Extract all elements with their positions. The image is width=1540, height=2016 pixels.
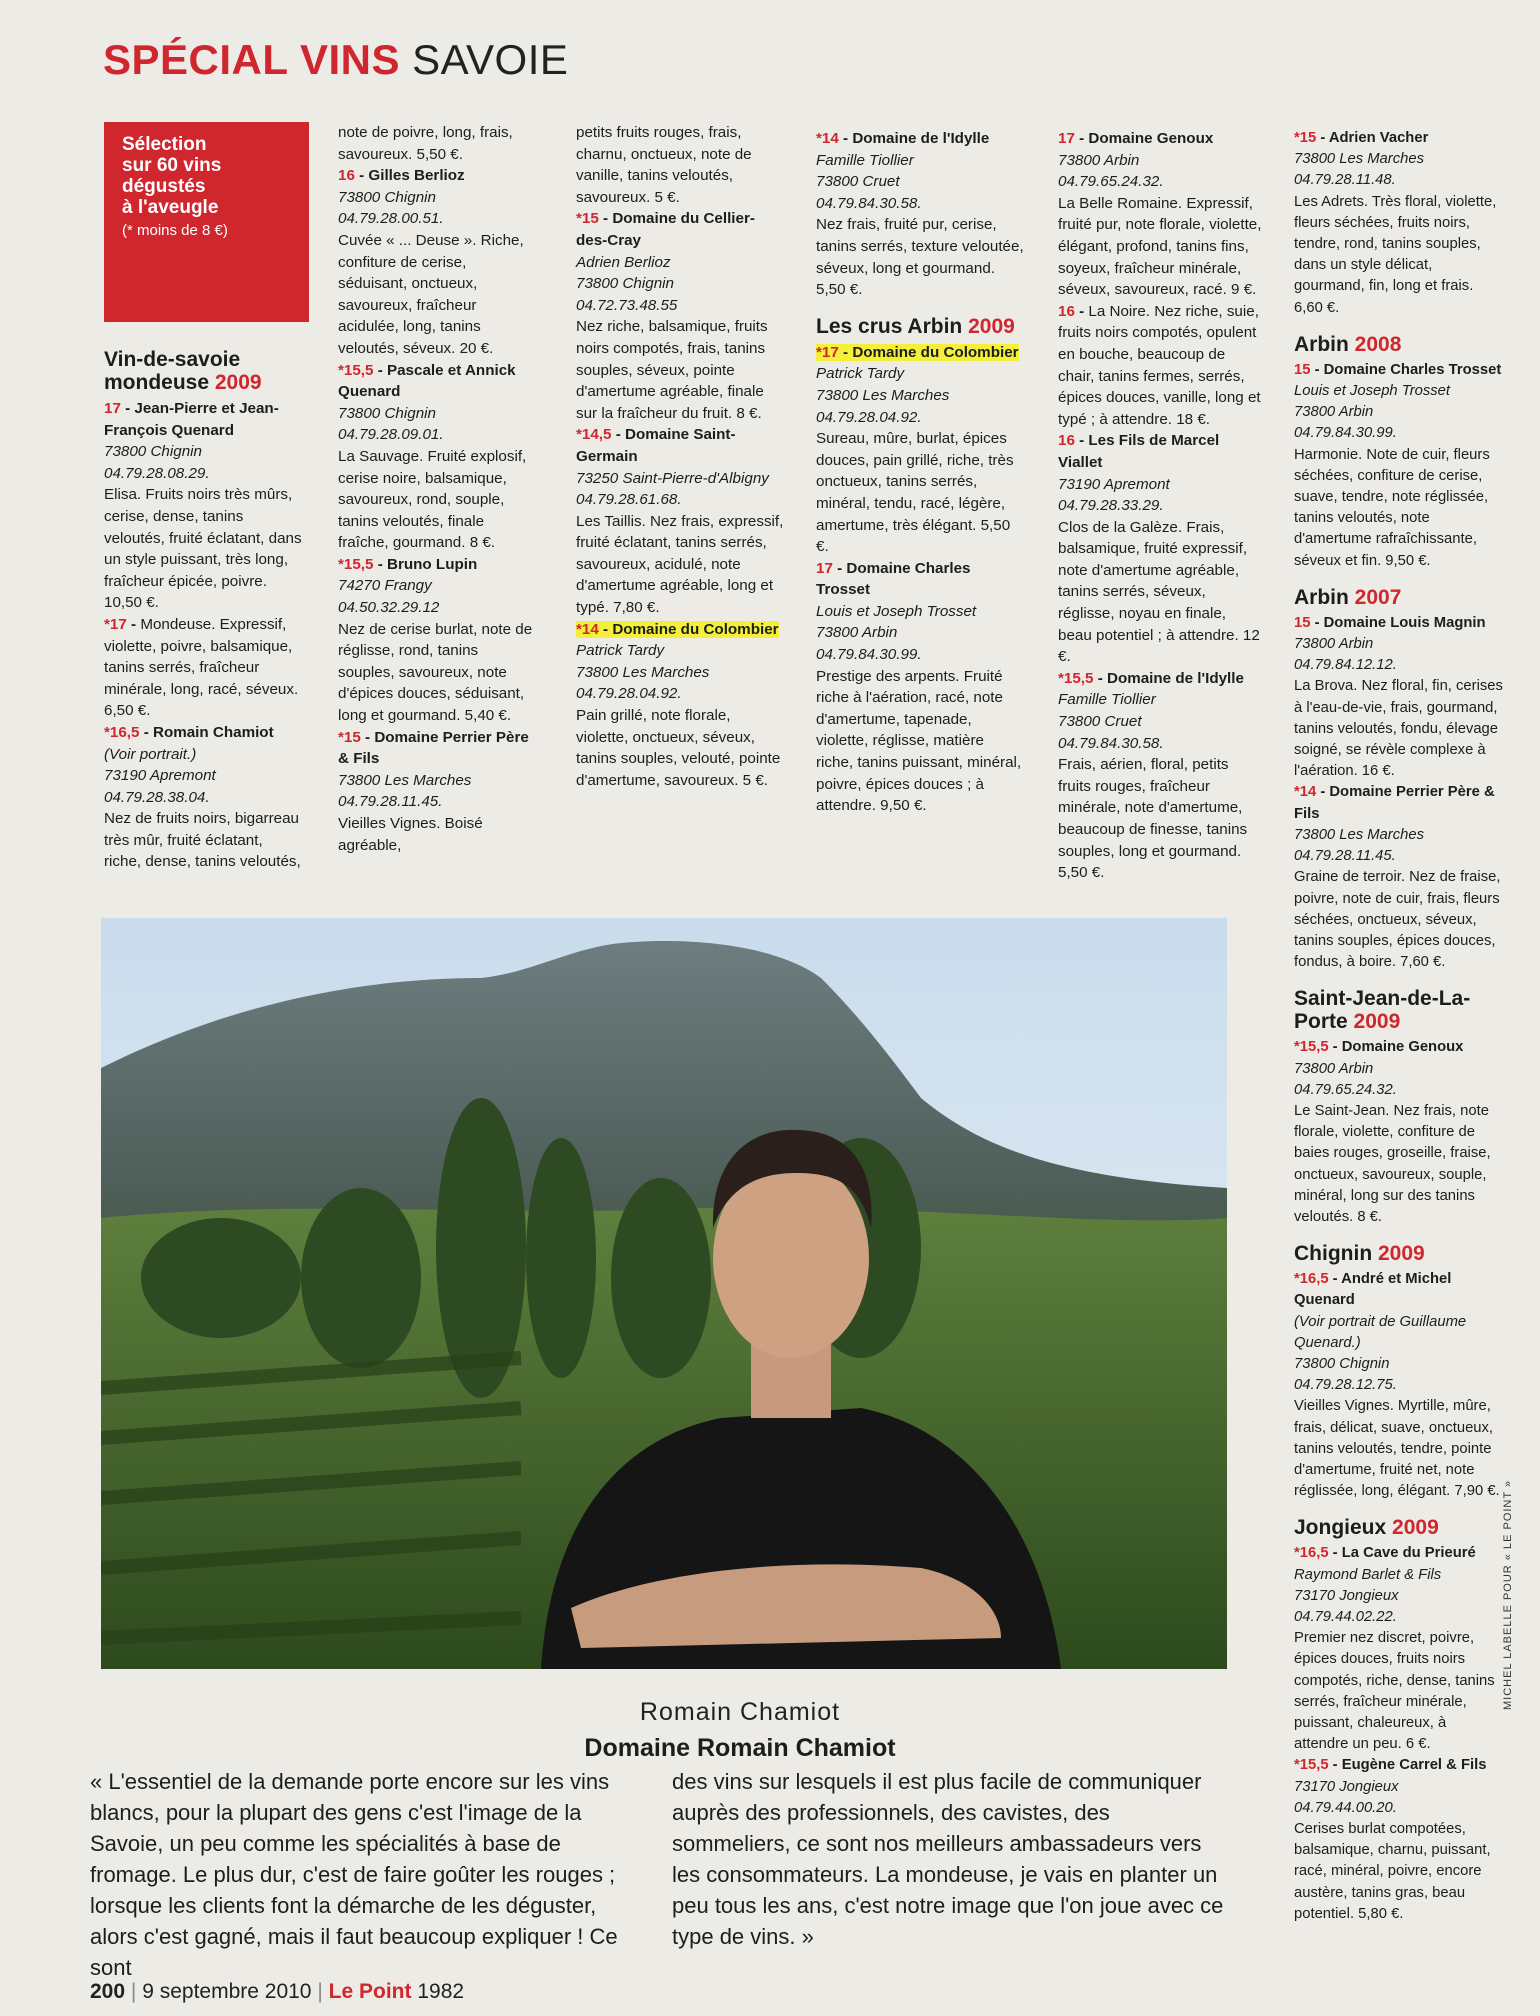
wine-entry: [576, 208, 786, 424]
producer-address-line: 74270 Frangy: [338, 577, 432, 595]
footer-separator: |: [130, 1980, 137, 2003]
score-dash: -: [838, 130, 853, 147]
wine-entry: [1058, 668, 1264, 884]
caption-person-name: Romain Chamiot: [639, 1698, 841, 1726]
wine-entry: [576, 424, 786, 618]
producer-address-line: 73170 Jongieux: [1294, 1587, 1399, 1604]
wine-entry: [816, 342, 1024, 558]
wine-entry-head: [1058, 668, 1264, 690]
producer-address-line: 04.79.28.33.29.: [1058, 497, 1164, 515]
producer-address-line: 04.79.84.12.12.: [1294, 657, 1397, 674]
producer-address-line: Famille Tiollier: [816, 151, 914, 169]
producer-name: Romain Chamiot: [152, 723, 274, 741]
score-dash: -: [832, 559, 847, 577]
wine-score: *15: [1294, 130, 1317, 146]
score-dash: -: [838, 343, 853, 361]
wine-entry: [338, 554, 538, 727]
producer-name: Pascale et Annick Quenard: [338, 361, 516, 401]
score-dash: -: [1328, 1039, 1342, 1056]
producer-address-line: 04.79.28.12.75.: [1294, 1377, 1397, 1394]
wine-entry: [1294, 1755, 1504, 1925]
selection-line: sur 60 vins: [122, 155, 222, 176]
selection-line: Sélection: [122, 134, 207, 155]
producer-address-line: 73800 Arbin: [816, 624, 898, 642]
quote-left: « L'essentiel de la demande porte encore sur les vins blancs, pour la plupart des gens c'est l'image de la Savoie, un peu comme les spécialités à base de fromage. Le plus dur, c'est de faire goûter les rouges ; lorsque les clients font la démarche de les déguster, alors c'est gagné, mais il faut beaucoup expliquer ! Ce sont: [90, 1769, 618, 1980]
producer-address-line: (Voir portrait de Guillaume Quenard.): [1294, 1313, 1467, 1351]
wine-entry-head: [338, 554, 538, 576]
issue-number: 1982: [417, 1980, 465, 2003]
wine-entry-head: [1294, 1269, 1504, 1311]
producer-address-line: 73800 Les Marches: [1294, 151, 1424, 168]
producer-address-line: Louis et Joseph Trosset: [816, 602, 977, 620]
producer-address-line: 04.79.28.61.68.: [576, 491, 682, 509]
tasting-note: Nez frais, fruité pur, cerise, tanins serrés, texture veloutée, séveux, long et gourmand. 5,50 €.: [816, 216, 1024, 299]
tasting-note: Mondeuse. Expressif, violette, poivre, balsamique, tanins serrés, fraîcheur minérale, long, racé, séveux. 6,50 €.: [104, 615, 299, 720]
wine-score: 16: [338, 167, 355, 185]
wine-score: *17: [104, 615, 127, 633]
tasting-note: La Belle Romaine. Expressif, fruité pur, note florale, violette, élégant, profond, tanins fins, soyeux, fraîcheur minérale, séveux, savoureux, racé. 9 €.: [1058, 194, 1262, 299]
producer-address-line: 73190 Apremont: [1058, 475, 1170, 493]
score-dash: -: [598, 620, 613, 638]
producer-name: Domaine Saint-Germain: [576, 426, 736, 465]
producer-address-line: 04.79.28.09.01.: [338, 426, 444, 444]
score-dash: -: [126, 615, 141, 633]
score-dash: -: [1316, 784, 1330, 801]
tasting-note: Prestige des arpents. Fruité riche à l'aération, racé, note d'amertume, tapenade, violette, réglisse, matière riche, tanins puissant, minéral, poivre, épices douces ; à attendre. 9,50 €.: [816, 667, 1022, 815]
producer-name: Domaine de l'Idylle: [1106, 669, 1244, 687]
wine-entry-head: [576, 208, 786, 251]
producer-address-line: 73800 Arbin: [1294, 404, 1374, 421]
region-heading: [1294, 987, 1504, 1033]
wine-score: 16: [1058, 432, 1075, 450]
score-dash: -: [598, 210, 613, 228]
tasting-note: Cerises burlat compotées, balsamique, charnu, puissant, racé, minéral, poivre, encore austère, tanins gras, beau potentiel. 5,80 €.: [1294, 1821, 1491, 1922]
score-dash: -: [1074, 302, 1089, 320]
issue-date: 9 septembre 2010: [142, 1980, 312, 2003]
producer-address-line: 04.79.65.24.32.: [1294, 1081, 1397, 1098]
title-black-part: SAVOIE: [399, 36, 569, 83]
wine-entry-head: [104, 614, 304, 722]
score-dash: -: [373, 555, 387, 573]
tasting-note-continued: petits fruits rouges, frais, charnu, onctueux, note de vanille, tanins veloutés, savoureux. 5 €.: [576, 124, 752, 206]
wine-score: 17: [104, 400, 121, 417]
score-dash: -: [1328, 1757, 1342, 1774]
producer-address-line: 73800 Les Marches: [338, 771, 472, 789]
producer-address-line: 04.79.28.04.92.: [576, 685, 682, 703]
footer-separator: |: [317, 1980, 323, 2003]
tasting-note: Vieilles Vignes. Myrtille, mûre, frais, délicat, suave, onctueux, tanins veloutés, tendre, pointe d'amertume, fruité net, note réglissée, long, élégant. 7,90 €.: [1294, 1398, 1500, 1500]
tasting-note: Les Taillis. Nez frais, expressif, fruité éclatant, tanins serrés, savoureux, acidulé, note d'amertume agréable, long et typé. 7,80 €.: [576, 512, 784, 617]
title-red-part: SPÉCIAL VINS: [103, 36, 400, 83]
producer-name: Domaine Louis Magnin: [1323, 614, 1486, 631]
wine-entry-head: [338, 165, 538, 187]
producer-address-line: Patrick Tardy: [576, 642, 665, 660]
region-year: 2007: [1354, 585, 1402, 609]
producer-address-line: 73190 Apremont: [104, 767, 216, 785]
wine-score: *15,5: [338, 555, 374, 573]
producer-address-line: 04.79.28.04.92.: [816, 408, 922, 426]
producer-name: Domaine Perrier Père & Fils: [1294, 784, 1495, 822]
tasting-note: Harmonie. Note de cuir, fleurs séchées, confiture de cerise, suave, tendre, note réglissée, tanins veloutés, note d'amertume rafraîchissante, séveux et fin. 9,50 €.: [1294, 446, 1490, 569]
region-year: 2009: [968, 314, 1015, 338]
wine-column-4: [816, 128, 1024, 817]
score-dash: -: [1328, 1545, 1342, 1562]
region-title: Vin-de-savoie mondeuse: [104, 348, 241, 394]
producer-address-line: 04.79.28.38.04.: [104, 788, 210, 806]
producer-address-line: 73800 Arbin: [1294, 636, 1374, 653]
region-year: 2009: [214, 371, 262, 394]
score-dash: -: [1328, 1271, 1342, 1288]
quote-right: des vins sur lesquels il est plus facile de communiquer auprès des professionnels, des cavistes, des sommeliers, ce sont nos meilleurs ambassadeurs vers les consommateurs. La mondeuse, je vais en planter un peu tous les ans, c'est notre image que l'on joue avec ce type de vins. »: [672, 1769, 1224, 1949]
producer-address-line: 73250 Saint-Pierre-d'Albigny: [576, 469, 769, 487]
score-dash: -: [120, 400, 135, 417]
region-year: 2008: [1354, 332, 1402, 356]
wine-entry: [1294, 782, 1504, 973]
score-dash: -: [611, 426, 625, 444]
wine-score: *14,5: [576, 426, 612, 444]
score-dash: -: [1310, 361, 1324, 378]
wine-score: *15,5: [1294, 1757, 1329, 1774]
producer-name: Domaine du Colombier: [852, 343, 1019, 361]
tasting-note: Clos de la Galèze. Frais, balsamique, fruité expressif, note d'amertume agréable, tanins serrés, séveux, réglisse, noyau en finale, beau potentiel ; à attendre. 12 €.: [1058, 518, 1260, 666]
region-year: 2009: [1378, 1242, 1425, 1266]
wine-entry: [1294, 128, 1504, 319]
wine-score: *17: [816, 343, 839, 361]
tasting-note: Nez de fruits noirs, bigarreau très mûr, fruité éclatant, riche, dense, tanins veloutés,: [104, 810, 301, 871]
producer-address-line: Famille Tiollier: [1058, 691, 1156, 709]
producer-name: Domaine du Colombier: [612, 620, 779, 638]
wine-score: 15: [1294, 361, 1311, 378]
producer-address-line: 73800 Les Marches: [576, 663, 710, 681]
producer-name: Domaine de l'Idylle: [852, 130, 990, 147]
producer-name: Les Fils de Marcel Viallet: [1058, 432, 1220, 471]
page-number: 200: [90, 1980, 126, 2003]
producer-address-line: 04.79.84.30.99.: [1294, 425, 1397, 442]
tasting-note: La Noire. Nez riche, suie, fruits noirs compotés, opulent en bouche, beaucoup de chair, tanins fermes, serrés, épices douces, vanille, long et typé ; à attendre. 18 €.: [1058, 302, 1261, 428]
tasting-note: Le Saint-Jean. Nez frais, note florale, violette, confiture de baies rouges, groseille, fraise, onctueux, savoureux, souple, minéral, long sur des tanins veloutés. 8 €.: [1294, 1102, 1491, 1225]
wine-entry-head: [1294, 1755, 1504, 1776]
wine-entry: [1294, 1037, 1504, 1228]
selection-line: dégustés: [122, 176, 206, 197]
magazine-brand: Le Point: [328, 1980, 412, 2003]
wine-score: *16,5: [104, 723, 140, 741]
wine-score: *15,5: [338, 361, 374, 379]
wine-column-2: [338, 122, 538, 856]
region-heading: [1294, 1242, 1504, 1265]
wine-entry: [338, 165, 538, 359]
selection-note: (* moins de 8 €): [122, 222, 228, 239]
wine-entry-head: [816, 342, 1024, 364]
producer-name: Domaine Charles Trosset: [816, 559, 971, 599]
producer-name: Domaine Perrier Père & Fils: [338, 728, 529, 768]
wine-score: *16,5: [1294, 1271, 1329, 1288]
wine-entry-head: [338, 360, 538, 403]
wine-entry-head: [1294, 1543, 1504, 1564]
region-heading: [1294, 333, 1504, 356]
score-dash: -: [1074, 130, 1089, 147]
producer-address-line: 04.79.28.11.48.: [1294, 172, 1396, 189]
producer-name: Gilles Berlioz: [368, 167, 465, 185]
tasting-note: Graine de terroir. Nez de fraise, poivre, note de cuir, frais, fleurs séchées, onctueux, séveux, tanins souples, épices douces, fondus, à boire. 7,60 €.: [1294, 869, 1501, 971]
region-title: Chignin: [1294, 1242, 1373, 1266]
tasting-note: Premier nez discret, poivre, épices douces, fruits noirs compotés, riche, dense, tanins serrés, fraîcheur minérale, puissant, chaleureux, à attendre un peu. 6 €.: [1294, 1630, 1495, 1753]
producer-address-line: 73800 Chignin: [104, 443, 202, 461]
wine-score: *15,5: [1294, 1039, 1329, 1056]
wine-score: *15: [338, 728, 361, 746]
producer-address-line: 04.79.28.11.45.: [1294, 848, 1396, 865]
wine-entry: [1058, 430, 1264, 668]
producer-address-line: (Voir portrait.): [104, 745, 197, 763]
tasting-note: Nez riche, balsamique, fruits noirs compotés, frais, tanins souples, séveux, pointe d'amertume agréable, finale sur la fraîcheur du fruit. 8 €.: [576, 318, 768, 422]
selection-line: à l'aveugle: [122, 197, 219, 218]
tasting-note: Elisa. Fruits noirs très mûrs, cerise, dense, tanins veloutés, fruité éclatant, dans un style puissant, très long, fraîcheur épicée, poivre. 10,50 €.: [104, 486, 302, 612]
wine-score: *14: [576, 620, 599, 638]
wine-entry-head: [1294, 360, 1504, 381]
producer-name: André et Michel Quenard: [1294, 1271, 1452, 1309]
wine-column-5: [1058, 128, 1264, 884]
wine-entry: [1294, 613, 1504, 783]
tasting-note: Pain grillé, note florale, violette, onctueux, séveux, tanins souples, velouté, pointe d'amertume, savoureux. 5 €.: [576, 707, 781, 789]
region-title: Jongieux: [1294, 1516, 1387, 1540]
wine-entry-head: [576, 424, 786, 467]
wine-entry-head: [1058, 128, 1264, 150]
portrait-photo: [101, 918, 1227, 1669]
wine-entry: [816, 128, 1024, 301]
score-dash: -: [373, 361, 387, 379]
region-year: 2009: [1353, 1010, 1401, 1034]
producer-address-line: Louis et Joseph Trosset: [1294, 383, 1450, 400]
tasting-note: Cuvée « ... Deuse ». Riche, confiture de cerise, séduisant, onctueux, savoureux, fraîcheur acidulée, long, tanins veloutés, séveux. 20 €.: [338, 231, 524, 357]
photo-credit: MICHEL LABELLE POUR « LE POINT »: [1502, 1479, 1514, 1710]
wine-entry: [1294, 1543, 1504, 1755]
tasting-note: La Sauvage. Fruité explosif, cerise noire, balsamique, savoureux, rond, souple, tanins veloutés, finale fraîche, gourmand. 8 €.: [338, 447, 527, 552]
producer-name: Domaine Genoux: [1088, 130, 1214, 147]
region-heading: [104, 348, 304, 394]
wine-column-1: [104, 348, 304, 873]
producer-name: Domaine Charles Trosset: [1323, 361, 1502, 378]
caption-domain-name: Domaine Romain Chamiot: [584, 1734, 896, 1762]
producer-address-line: 04.72.73.48.55: [576, 296, 678, 314]
producer-address-line: 73800 Les Marches: [1294, 826, 1424, 843]
wine-entry: [1058, 128, 1264, 301]
producer-name: Adrien Vacher: [1328, 130, 1429, 146]
page-title: [103, 36, 568, 84]
tasting-note: Les Adrets. Très floral, violette, fleurs séchées, fruits noirs, tendre, rond, tanins souples, dans un style délicat, gourmand, fin, long et frais. 6,60 €.: [1294, 193, 1497, 316]
tasting-note-continued: note de poivre, long, frais, savoureux. 5,50 €.: [338, 124, 513, 163]
score-dash: -: [1074, 432, 1089, 450]
wine-entry-head: [576, 619, 786, 641]
producer-address-line: Patrick Tardy: [816, 365, 905, 383]
wine-entry-head: [816, 558, 1024, 601]
score-dash: -: [1316, 130, 1329, 146]
wine-entry: [104, 722, 304, 873]
wine-entry-head: [1294, 128, 1504, 149]
producer-name: Bruno Lupin: [386, 555, 478, 573]
wine-entry-head: [1058, 430, 1264, 473]
wine-entry-head: [1294, 1037, 1504, 1058]
producer-address-line: 73800 Arbin: [1294, 1060, 1374, 1077]
producer-name: Eugène Carrel & Fils: [1341, 1757, 1487, 1774]
wine-entry: [816, 558, 1024, 817]
wine-entry: [1058, 301, 1264, 431]
producer-address-line: 73800 Chignin: [338, 188, 436, 206]
producer-address-line: Adrien Berlioz: [576, 253, 671, 271]
producer-address-line: 73800 Arbin: [1058, 151, 1140, 169]
score-dash: -: [360, 728, 375, 746]
wine-column-3: [576, 122, 786, 791]
score-dash: -: [1310, 614, 1324, 631]
wine-entry: [338, 360, 538, 554]
wine-score: *14: [1294, 784, 1317, 801]
wine-entry-head: [104, 722, 304, 744]
producer-address-line: Raymond Barlet & Fils: [1294, 1566, 1442, 1583]
producer-address-line: 04.79.28.11.45.: [338, 793, 443, 811]
tasting-note: Sureau, mûre, burlat, épices douces, pain grillé, riche, très onctueux, tanins serrés, minéral, tendu, racé, légère, amertume, très élégant. 5,50 €.: [816, 430, 1014, 556]
wine-entry: [576, 619, 786, 792]
producer-name: Jean-Pierre et Jean-François Quenard: [104, 400, 279, 439]
region-title: Arbin: [1294, 332, 1349, 356]
region-year: 2009: [1392, 1516, 1439, 1540]
wine-score: 16: [1058, 302, 1075, 320]
score-dash: -: [354, 167, 369, 185]
region-heading: [816, 315, 1024, 338]
wine-score: *15: [576, 210, 599, 228]
producer-address-line: 73800 Chignin: [338, 404, 436, 422]
tasting-note: Nez de cerise burlat, note de réglisse, rond, tanins souples, savoureux, note d'épices douces, séduisant, long et gourmand. 5,40 €.: [338, 620, 533, 725]
wine-score: *14: [816, 130, 839, 147]
wine-entry-head: [1058, 301, 1264, 431]
producer-address-line: 04.79.84.30.99.: [816, 646, 922, 664]
producer-name: Domaine Genoux: [1341, 1039, 1464, 1056]
producer-name: Domaine du Cellier-des-Cray: [576, 210, 755, 249]
producer-address-line: 04.79.28.00.51.: [338, 210, 444, 228]
producer-address-line: 04.50.32.29.12: [338, 599, 440, 617]
region-heading: [1294, 586, 1504, 609]
page-footer: [90, 1980, 464, 2004]
producer-address-line: 73800 Chignin: [576, 275, 674, 293]
wine-entry-head: [816, 128, 1024, 150]
selection-box: [104, 122, 309, 322]
wine-column-6: [1294, 128, 1504, 1925]
wine-entry: [1294, 360, 1504, 572]
producer-address-line: 73800 Les Marches: [816, 386, 950, 404]
producer-address-line: 73170 Jongieux: [1294, 1778, 1399, 1795]
wine-score: 17: [1058, 130, 1075, 147]
score-dash: -: [1093, 669, 1107, 687]
region-title: Les crus Arbin: [816, 314, 963, 338]
producer-address-line: 04.79.44.00.20.: [1294, 1799, 1397, 1816]
wine-entry: [104, 398, 304, 614]
tasting-note: Vieilles Vignes. Boisé agréable,: [338, 815, 483, 854]
region-title: Saint-Jean-de-La-Porte: [1294, 987, 1471, 1034]
wine-entry: [1294, 1269, 1504, 1502]
producer-address-line: 04.79.84.30.58.: [1058, 734, 1164, 752]
producer-address-line: 73800 Cruet: [816, 173, 900, 191]
producer-address-line: 04.79.44.02.22.: [1294, 1608, 1397, 1625]
producer-address-line: 04.79.28.08.29.: [104, 464, 210, 482]
tasting-note: La Brova. Nez floral, fin, cerises à l'eau-de-vie, frais, gourmand, tanins veloutés, fondu, élevage soigné, se révèle complexe à l'aération. 16 €.: [1294, 678, 1503, 780]
producer-address-line: 73800 Chignin: [1294, 1355, 1390, 1372]
wine-score: 17: [816, 559, 833, 577]
score-dash: -: [139, 723, 153, 741]
wine-score: *16,5: [1294, 1545, 1329, 1562]
region-title: Arbin: [1294, 585, 1349, 609]
producer-address-line: 73800 Cruet: [1058, 713, 1142, 731]
region-heading: [1294, 1516, 1504, 1539]
wine-score: *15,5: [1058, 669, 1094, 687]
wine-entry-head: [104, 398, 304, 441]
producer-name: La Cave du Prieuré: [1341, 1545, 1476, 1562]
wine-entry-head: [1294, 613, 1504, 634]
wine-score: 15: [1294, 614, 1311, 631]
producer-address-line: 04.79.84.30.58.: [816, 194, 922, 212]
wine-entry: [104, 614, 304, 722]
tasting-note: Frais, aérien, floral, petits fruits rouges, fraîcheur minérale, note d'amertume, beaucoup de finesse, tanins souples, long et gourmand. 5,50 €.: [1058, 756, 1248, 882]
wine-entry: [338, 727, 538, 857]
vineyard-portrait-image: [101, 918, 1227, 1669]
wine-entry-head: [338, 727, 538, 770]
wine-entry-head: [1294, 782, 1504, 824]
producer-address-line: 04.79.65.24.32.: [1058, 173, 1164, 191]
